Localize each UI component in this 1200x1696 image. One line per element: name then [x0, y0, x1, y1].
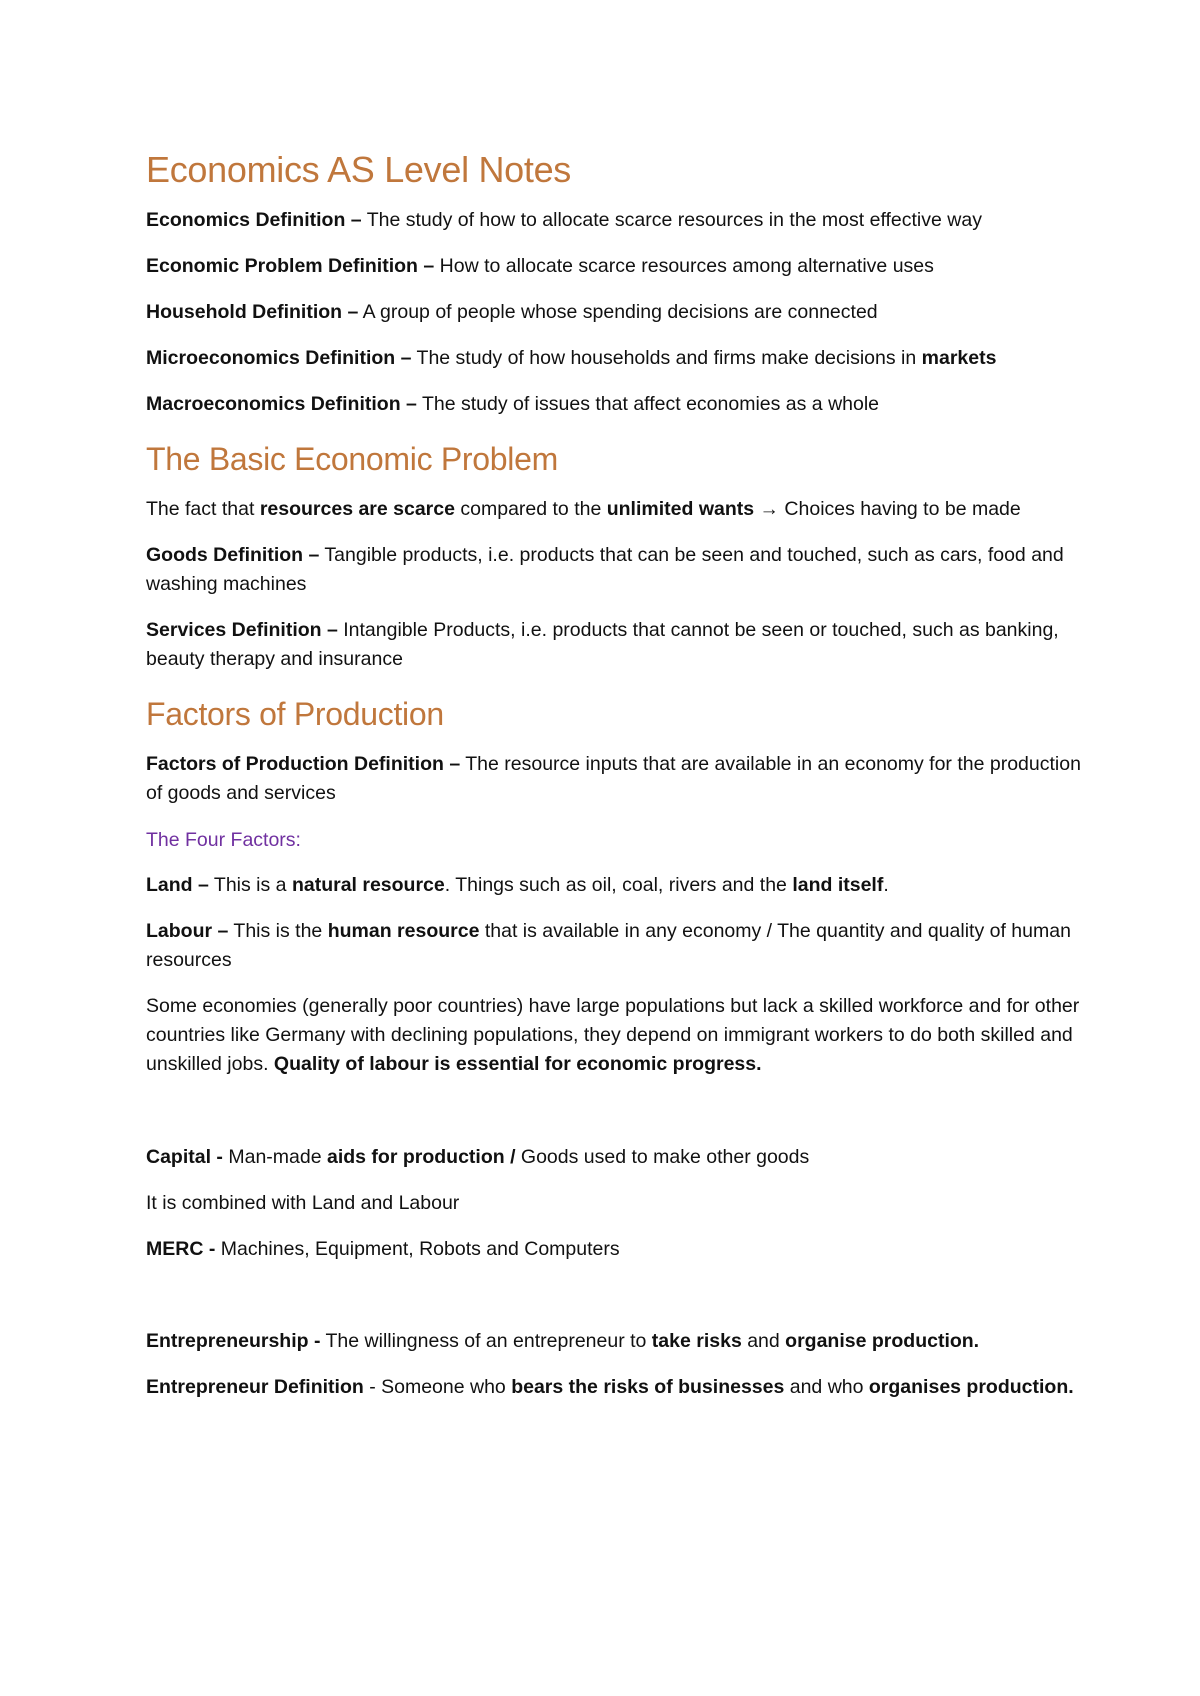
text: This is a	[208, 874, 292, 896]
definition-text: The study of issues that affect economies as a whole	[416, 393, 880, 415]
capital-note: It is combined with Land and Labour	[146, 1192, 460, 1214]
emphasis: human resource	[327, 920, 480, 942]
text: and who	[784, 1376, 869, 1398]
text: Goods used to make other goods	[515, 1146, 810, 1168]
text: The willingness of an entrepreneur to	[320, 1330, 652, 1352]
definition-entrepreneur	[146, 1373, 1086, 1402]
text: compared to the	[454, 498, 607, 520]
document-title: Economics AS Level Notes	[146, 149, 572, 190]
text: - Someone who	[363, 1376, 512, 1398]
text: Some economies (generally poor countries) have large populations but lack a skilled workforce and for other countries like Germany with declining populations, they depend on immigrant workers to do both skilled and unskilled jobs.	[146, 995, 1080, 1075]
definition-term: Entrepreneurship -	[146, 1330, 321, 1352]
subheading-four-factors: The Four Factors:	[146, 829, 301, 851]
merc-definition	[146, 1235, 1086, 1264]
definition-services	[146, 616, 1086, 674]
definition-text: The study of how to allocate scarce resources in the most effective way	[361, 209, 982, 231]
text: .	[883, 874, 889, 896]
definition-term: Labour –	[146, 920, 229, 942]
factor-capital	[146, 1143, 1086, 1172]
definition-economic-problem	[146, 252, 1086, 281]
definition-emphasis: markets	[921, 347, 997, 369]
definition-term: Macroeconomics Definition –	[146, 393, 417, 415]
definition-term: MERC -	[146, 1238, 216, 1260]
text: that is available in any economy / The quantity and quality of human resources	[146, 920, 1071, 971]
emphasis: aids for production /	[326, 1146, 516, 1168]
definition-term: Land –	[146, 874, 209, 896]
definition-text: How to allocate scarce resources among alternative uses	[434, 255, 934, 277]
text: . Things such as oil, coal, rivers and the	[444, 874, 793, 896]
labour-note	[146, 992, 1086, 1079]
definition-microeconomics	[146, 344, 1086, 373]
emphasis: Quality of labour is essential for economic progress.	[273, 1053, 762, 1075]
emphasis: organise production.	[785, 1330, 980, 1352]
definition-term: Capital -	[146, 1146, 223, 1168]
definition-goods	[146, 541, 1086, 599]
document-body	[146, 148, 1086, 1402]
emphasis: natural resource	[291, 874, 445, 896]
text: → Choices having to be made	[754, 498, 1021, 520]
definition-text: Tangible products, i.e. products that can be seen and touched, such as cars, food and washing machines	[146, 544, 1064, 595]
definition-household	[146, 298, 1086, 327]
definition-macroeconomics	[146, 390, 1086, 419]
definition-term: Economic Problem Definition –	[146, 255, 435, 277]
emphasis: organises production.	[868, 1376, 1074, 1398]
definition-text: A group of people whose spending decisions are connected	[358, 301, 878, 323]
text: and	[741, 1330, 786, 1352]
emphasis: unlimited wants	[606, 498, 755, 520]
definition-term: Goods Definition –	[146, 544, 320, 566]
text: This is the	[228, 920, 328, 942]
emphasis: bears the risks of businesses	[511, 1376, 785, 1398]
definition-text: The resource inputs that are available in an economy for the production of goods and services	[146, 753, 1081, 804]
definition-term: Services Definition –	[146, 619, 338, 641]
definition-text: Intangible Products, i.e. products that cannot be seen or touched, such as banking, beauty therapy and insurance	[146, 619, 1059, 670]
section-heading-factors: Factors of Production	[146, 696, 444, 732]
factor-labour	[146, 917, 1086, 975]
definition-term: Microeconomics Definition –	[146, 347, 412, 369]
definition-economics	[146, 206, 1086, 235]
emphasis: land itself	[792, 874, 884, 896]
definition-term: Factors of Production Definition –	[146, 753, 461, 775]
definition-term: Household Definition –	[146, 301, 359, 323]
definition-text: Machines, Equipment, Robots and Computers	[215, 1238, 620, 1260]
text: The fact that	[146, 498, 260, 520]
emphasis: take risks	[651, 1330, 742, 1352]
section-heading-basic-problem: The Basic Economic Problem	[146, 441, 558, 477]
definition-text: The study of how households and firms make decisions in	[411, 347, 922, 369]
definition-term: Economics Definition –	[146, 209, 362, 231]
definition-term: Entrepreneur Definition	[146, 1376, 364, 1398]
emphasis: resources are scarce	[259, 498, 455, 520]
definition-factors-of-production	[146, 750, 1086, 808]
basic-problem-intro	[146, 495, 1086, 524]
text: Man-made	[222, 1146, 327, 1168]
factor-land	[146, 871, 1086, 900]
factor-entrepreneurship	[146, 1327, 1086, 1356]
